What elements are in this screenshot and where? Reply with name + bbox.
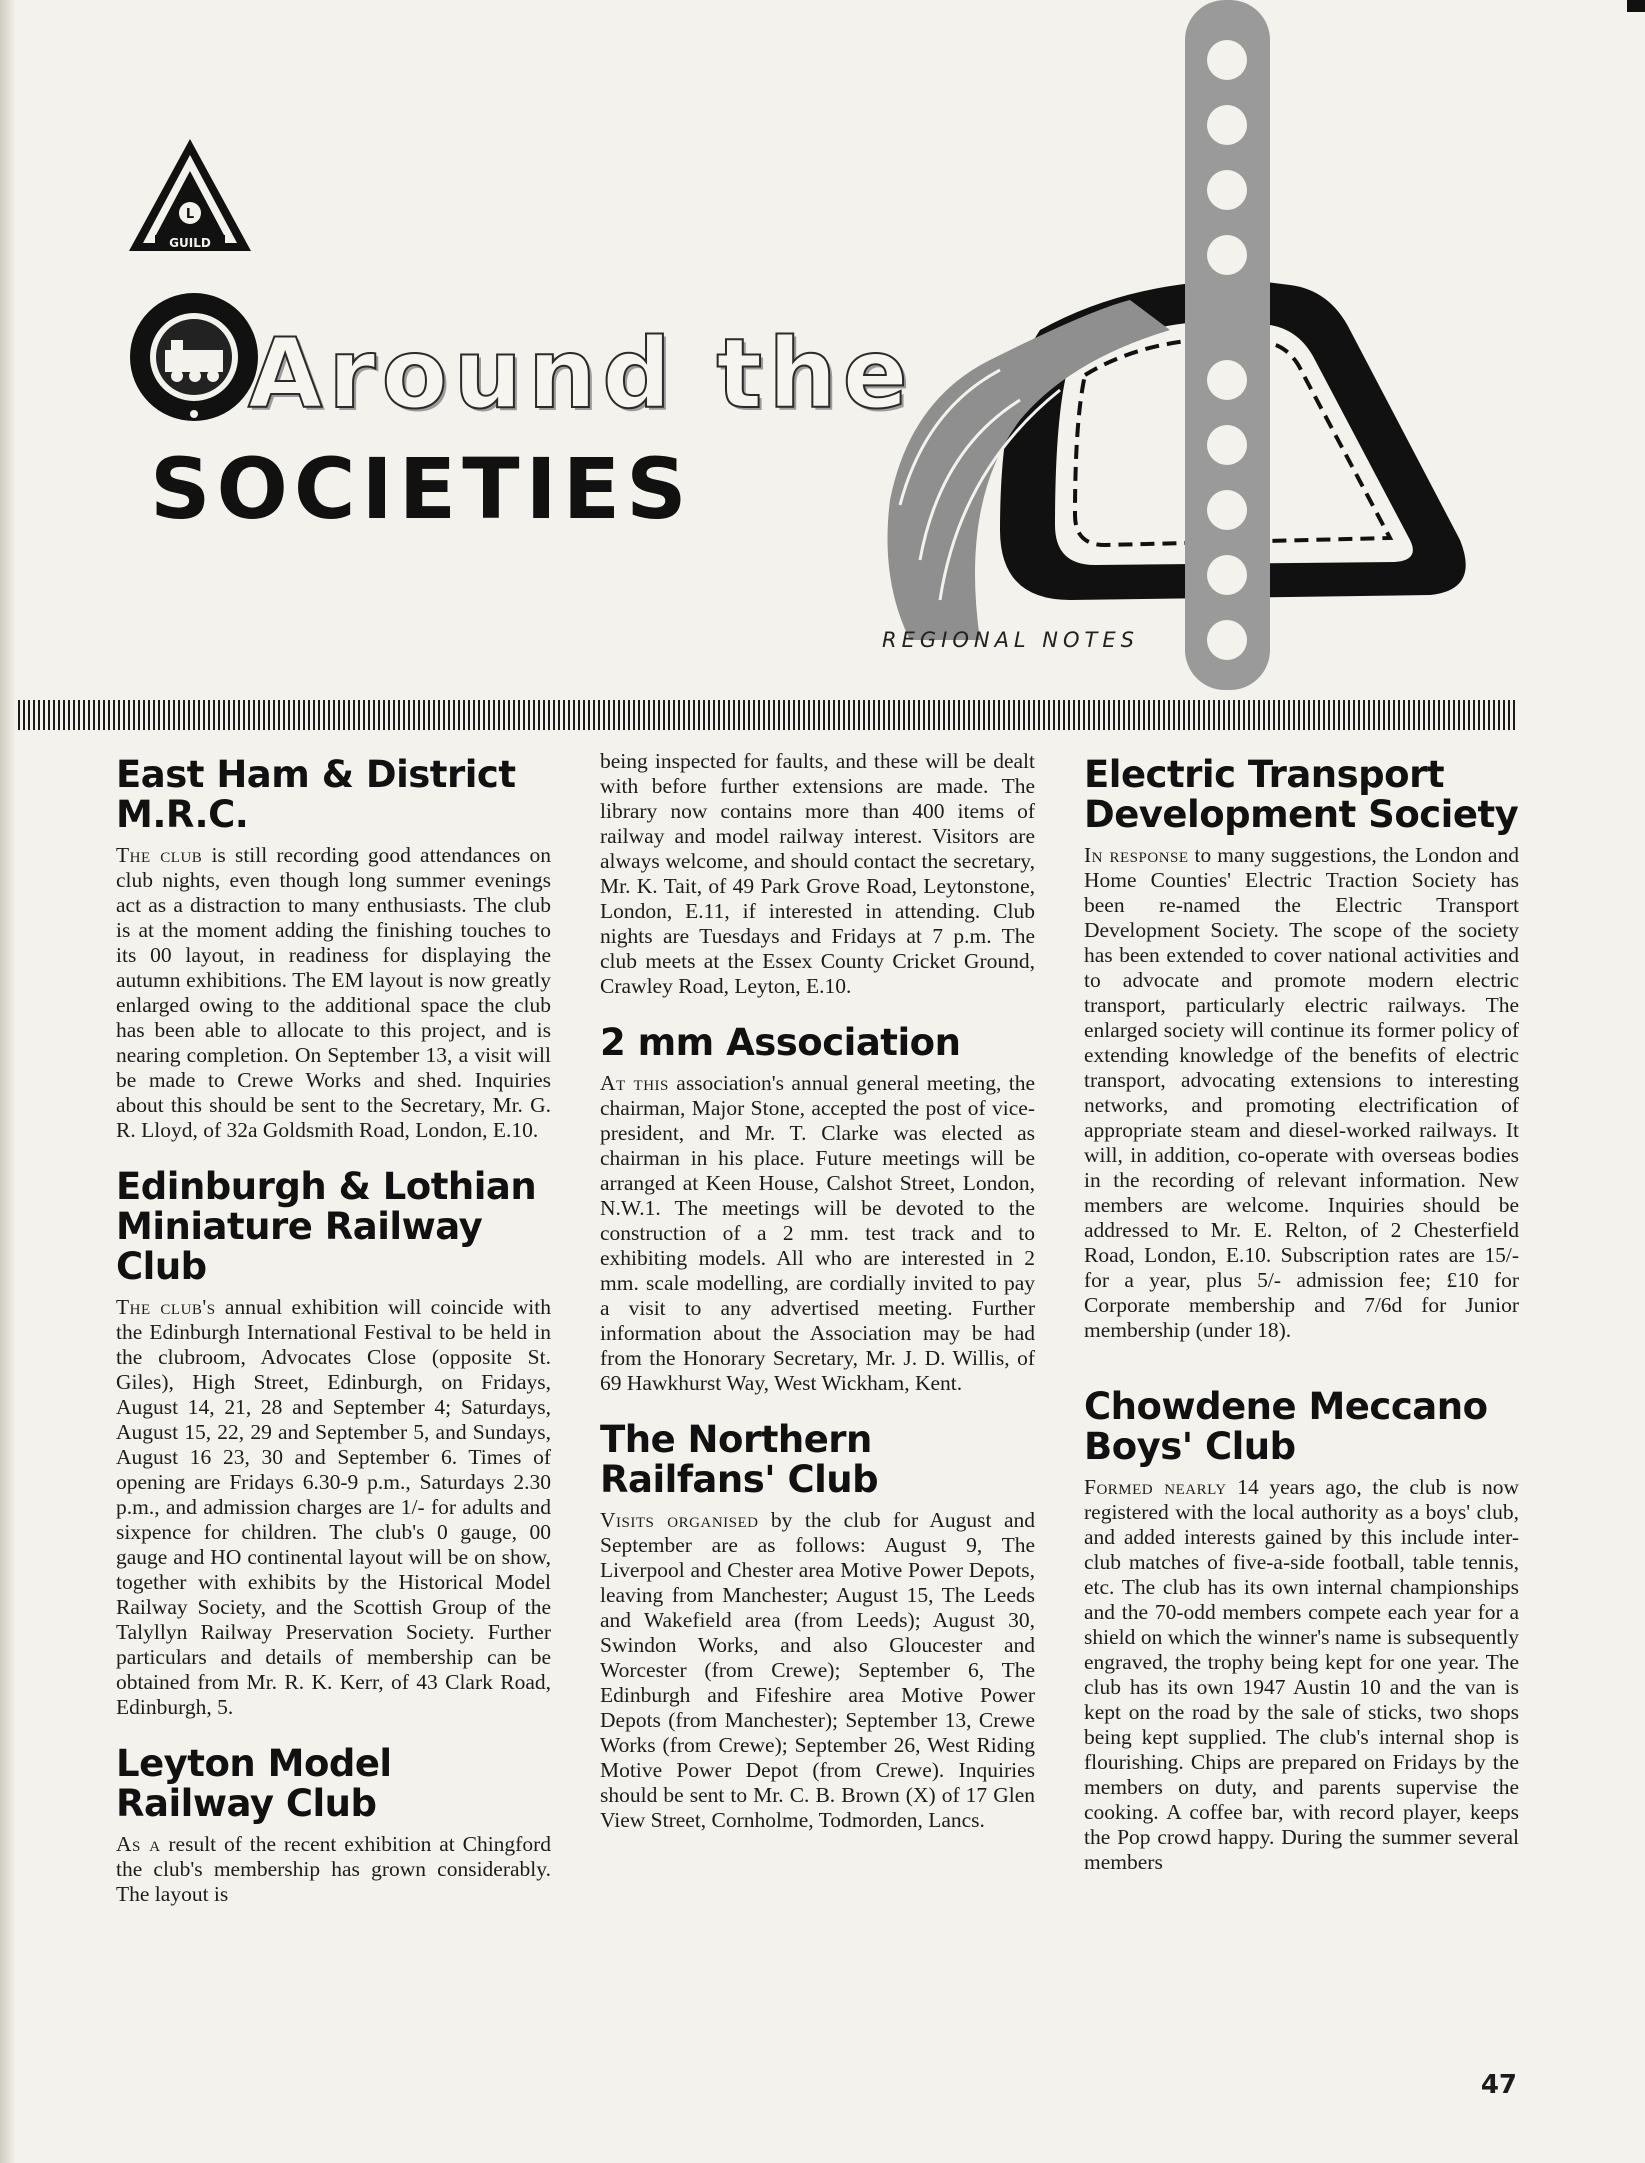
title-societies: SOCIETIES [150, 440, 693, 538]
article-text: result of the recent exhibition at Chingford the club's membership has grown considerably. The layout is [116, 1832, 551, 1906]
article-body [116, 843, 551, 1143]
article-body [1084, 843, 1519, 1343]
article-heading: 2 mm Association [600, 1021, 961, 1064]
article-body [600, 1508, 1035, 1833]
article-heading: East Ham & District M.R.C. [116, 753, 516, 836]
lead-in: As a [116, 1832, 161, 1856]
article-leyton [116, 1744, 551, 1907]
title-around-the: Around the [248, 318, 914, 430]
article-text: by the club for August and September are as follows: August 9, The Liverpool and Chester area Motive Power Depots, leaving from Manchester; August 15, The Leeds and Wakefield area (from Leeds); August 30, Swindon Works, and also Gloucester and Worcester (from Crewe); September 6, The Edinburgh and Fifeshire area Motive Power Depots (from Manchester); September 13, Crewe Works (from Crewe); September 26, West Riding Motive Power Depot (from Crewe). Inquiries should be sent to Mr. C. B. Brown (X) of 17 Glen View Street, Cornholme, Todmorden, Lancs. [600, 1508, 1035, 1832]
article-text: 14 years ago, the club is now registered with the local authority as a boys' club, and added interests gained by this include inter-club matches of five-a-side football, table tennis, etc. The club has its own internal championships and the 70-odd members compete each year for a shield on which the winner's name is subsequently engraved, the trophy being kept for one year. The club has its own 1947 Austin 10 and the van is kept on the road by the sale of sticks, two shops being kept supplied. The club's internal shop is flourishing. Chips are prepared on Fridays by the members on duty, and parents supervise the cooking. A coffee bar, with record player, keeps the Pop crowd happy. During the summer several members [1084, 1475, 1519, 1874]
article-heading: The Northern Railfans' Club [600, 1418, 879, 1501]
article-northern-railfans [600, 1420, 1035, 1833]
article-text: association's annual general meeting, the chairman, Major Stone, accepted the post of vice-president, and Mr. T. Clarke was elected as chairman in his place. Future meetings will be arranged at Keen House, Calshot Street, London, N.W.1. The meetings will be devoted to the construction of a 2 mm. test track and to exhibiting models. All who are interested in 2 mm. scale modelling, are cordially invited to pay a visit to any advertised meeting. Further information about the Association may be had from the Honorary Secretary, Mr. J. D. Willis, of 69 Hawkhurst Way, West Wickham, Kent. [600, 1071, 1035, 1395]
article-2mm-association [600, 1023, 1035, 1396]
header-banner [0, 0, 1645, 700]
article-heading: Electric Transport Development Society [1084, 753, 1519, 836]
article-chowdene [1084, 1387, 1519, 1875]
railway-track-illustration [830, 0, 1480, 690]
article-text: is still recording good attendances on club nights, even though long summer evenings act as a distraction to many enthusiasts. The club is at the moment adding the finishing touches to its 00 layout, in readiness for displaying the autumn exhibitions. The EM layout is now greatly enlarged owing to the additional space the club has been able to allocate to this project, and is nearing completion. On September 13, a visit will be made to Crewe Works and shed. Inquiries about this should be sent to the Secretary, Mr. G. R. Lloyd, of 32a Goldsmith Road, London, E.10. [116, 843, 551, 1142]
column-2 [600, 749, 1035, 1857]
article-heading: Chowdene Meccano Boys' Club [1084, 1385, 1488, 1468]
column-3 [1084, 755, 1519, 1899]
column-1 [116, 755, 551, 1931]
lead-in: The club's [116, 1295, 216, 1319]
article-electric-transport [1084, 755, 1519, 1343]
article-text: annual exhibition will coincide with the Edinburgh International Festival to be held in the clubroom, Advocates Close (opposite St. Giles), High Street, Edinburgh, on Fridays, August 14, 21, 28 and September 4; Saturdays, August 15, 22, 29 and September 5, and Sundays, August 16 23, 30 and September 6. Times of opening are Fridays 6.30-9 p.m., Saturdays 2.30 p.m., and admission charges are 1/- for adults and sixpence for children. The club's 0 gauge, 00 gauge and HO continental layout will be on show, together with exhibits by the Historical Model Railway Society, and the Scottish Group of the Talyllyn Railway Preservation Society. Further particulars and details of membership can be obtained from Mr. R. K. Kerr, of 43 Clark Road, Edinburgh, 5. [116, 1295, 551, 1719]
article-edinburgh [116, 1167, 551, 1720]
regional-notes-subtitle: REGIONAL NOTES [882, 628, 1139, 652]
article-body [116, 1832, 551, 1907]
article-body [1084, 1475, 1519, 1875]
article-east-ham [116, 755, 551, 1143]
lead-in: At this [600, 1071, 669, 1095]
svg-text:GUILD: GUILD [169, 236, 211, 250]
hornby-railway-roundel [127, 290, 262, 425]
page-number: 47 [1480, 2070, 1517, 2100]
article-heading: Edinburgh & Lothian Miniature Railway Club [116, 1165, 537, 1288]
article-body [600, 1071, 1035, 1396]
svg-text:L: L [185, 207, 195, 222]
article-body [116, 1295, 551, 1720]
meccano-guild-logo [125, 135, 255, 255]
lead-in: The club [116, 843, 203, 867]
lead-in: In response [1084, 843, 1189, 867]
article-body: being inspected for faults, and these will be dealt with before further extensions are made. The library now contains more than 400 items of railway and model railway interest. Visitors are always welcome, and should contact the secretary, Mr. K. Tait, of 49 Park Grove Road, Leytonstone, London, E.11, if interested in attending. Club nights are Tuesdays and Fridays at 7 p.m. The club meets at the Essex County Cricket Ground, Crawley Road, Leyton, E.10. [600, 749, 1035, 998]
article-heading: Leyton Model Railway Club [116, 1742, 392, 1825]
header-rule [18, 700, 1518, 730]
lead-in: Formed nearly [1084, 1475, 1227, 1499]
article-leyton-continued [600, 749, 1035, 999]
lead-in: Visits organised [600, 1508, 759, 1532]
article-text: to many suggestions, the London and Home Counties' Electric Traction Society has been re-named the Electric Transport Development Society. The scope of the society has been extended to cover national activities and to advocate and promote modern electric transport, particularly electric railways. The enlarged society will continue its former policy of extending knowledge of the benefits of electric transport, advocating extensions to interesting networks, and promoting electrification of appropriate steam and diesel-worked railways. It will, in addition, co-operate with overseas bodies in the recording of relevant information. New members are welcome. Inquiries should be addressed to Mr. E. Relton, of 2 Chesterfield Road, London, E.10. Subscription rates are 15/- for a year, plus 5/- admission fee; £10 for Corporate membership and 7/6d for Junior membership (under 18). [1084, 843, 1519, 1342]
